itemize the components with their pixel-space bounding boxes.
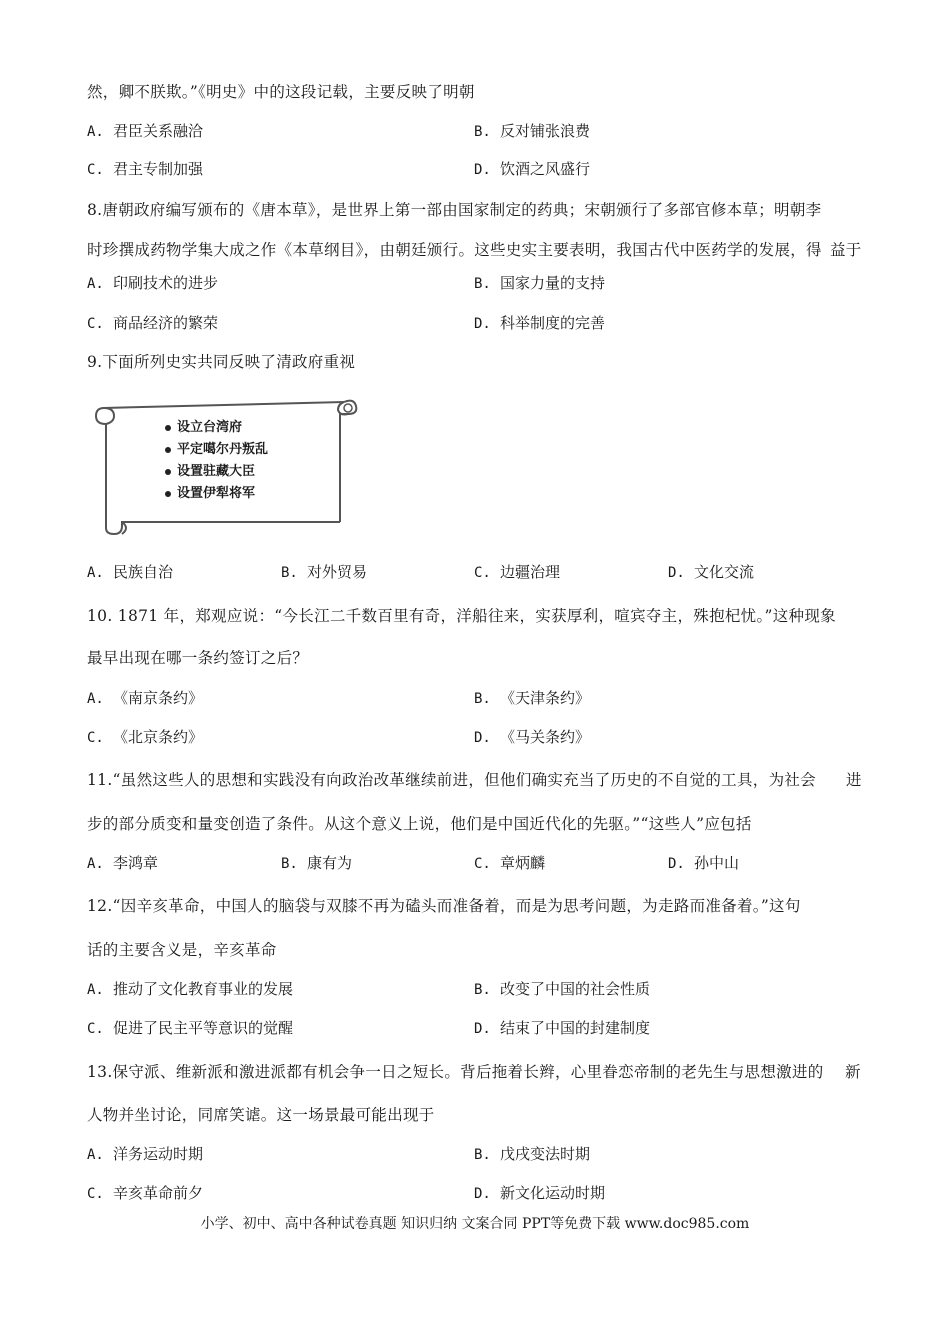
question-13-stem-line-1: 13.保守派、维新派和激进派都有机会争一日之短长。背后拖着长辫，心里眷恋帝制的老先生与思想激进的: [87, 1063, 824, 1081]
q13-option-b: B. 戊戌变法时期: [474, 1145, 591, 1163]
q7-option-a: A. 君臣关系融洽: [87, 122, 204, 140]
q12-option-d: D. 结束了中国的封建制度: [474, 1019, 651, 1037]
question-10-stem-line-2: 最早出现在哪一条约签订之后？: [87, 649, 309, 667]
page-footer: 小学、初中、高中各种试卷真题 知识归纳 文案合同 PPT等免费下载 www.doc985.com: [200, 1216, 750, 1232]
q9-option-b: B. 对外贸易: [281, 563, 368, 581]
q11-option-a: A. 李鸿章: [87, 854, 159, 872]
scroll-item-list: [165, 417, 268, 505]
question-11-stem-line-1: 11.“虽然这些人的思想和实践没有向政治改革继续前进，但他们确实充当了历史的不自觉的工具，为社会: [87, 771, 816, 789]
q12-option-c: C. 促进了民主平等意识的觉醒: [87, 1019, 294, 1037]
q12-option-a: A. 推动了文化教育事业的发展: [87, 980, 294, 998]
q7-option-d: D. 饮酒之风盛行: [474, 160, 591, 178]
q11-option-d: D. 孙中山: [668, 854, 740, 872]
question-11-stem-line-2: 步的部分质变和量变创造了条件。从这个意义上说，他们是中国近代化的先驱。”“这些人”应包括: [87, 815, 752, 833]
scroll-item: 设置驻藏大臣: [165, 461, 268, 483]
q9-option-c: C. 边疆治理: [474, 563, 561, 581]
q9-option-a: A. 民族自治: [87, 563, 174, 581]
question-8-stem-line-1: 8.唐朝政府编写颁布的《唐本草》，是世界上第一部由国家制定的药典；宋朝颁行了多部官修本草；明朝李: [87, 201, 822, 219]
q13-option-c: C. 辛亥革命前夕: [87, 1184, 204, 1202]
q10-option-b: B. 《天津条约》: [474, 689, 591, 707]
q8-option-c: C. 商品经济的繁荣: [87, 314, 219, 332]
question-10-stem-line-1: 10. 1871 年，郑观应说：“今长江二千数百里有奇，洋船往来，实获厚利，喧宾夺主，殊抱杞忧。”这种现象: [87, 607, 836, 625]
q10-option-d: D. 《马关条约》: [474, 728, 591, 746]
q12-option-b: B. 改变了中国的社会性质: [474, 980, 651, 998]
question-8-stem-line-2: 时珍撰成药物学集大成之作《本草纲目》，由朝廷颁行。这些史实主要表明，我国古代中医药学的发展，得: [87, 241, 822, 259]
q8-option-b: B. 国家力量的支持: [474, 274, 606, 292]
q9-option-d: D. 文化交流: [668, 563, 755, 581]
scroll-item: 设立台湾府: [165, 417, 268, 439]
q10-option-c: C. 《北京条约》: [87, 728, 204, 746]
scroll-item: 平定噶尔丹叛乱: [165, 439, 268, 461]
question-7-stem: 然，卿不朕欺。”《明史》中的这段记载，主要反映了明朝: [87, 83, 475, 101]
q8-option-a: A. 印刷技术的进步: [87, 274, 219, 292]
scroll-item: 设置伊犁将军: [165, 483, 268, 505]
question-12-stem-line-1: 12.“因辛亥革命，中国人的脑袋与双膝不再为磕头而准备着，而是为思考问题，为走路而准备着。”这句: [87, 897, 801, 915]
q8-option-d: D. 科举制度的完善: [474, 314, 606, 332]
q13-option-a: A. 洋务运动时期: [87, 1145, 204, 1163]
question-13-stem-line-1-end: 新: [845, 1063, 861, 1081]
q13-option-d: D. 新文化运动时期: [474, 1184, 606, 1202]
question-11-stem-line-1-end: 进: [846, 771, 862, 789]
question-8-stem-line-2-end: 益于: [830, 241, 862, 259]
q7-option-b: B. 反对铺张浪费: [474, 122, 591, 140]
q11-option-b: B. 康有为: [281, 854, 353, 872]
question-12-stem-line-2: 话的主要含义是，辛亥革命: [87, 941, 277, 959]
q11-option-c: C. 章炳麟: [474, 854, 546, 872]
q10-option-a: A. 《南京条约》: [87, 689, 204, 707]
q7-option-c: C. 君主专制加强: [87, 160, 204, 178]
question-13-stem-line-2: 人物并坐讨论，同席笑谑。这一场景最可能出现于: [87, 1106, 435, 1124]
question-9-stem: 9.下面所列史实共同反映了清政府重视: [87, 353, 356, 371]
